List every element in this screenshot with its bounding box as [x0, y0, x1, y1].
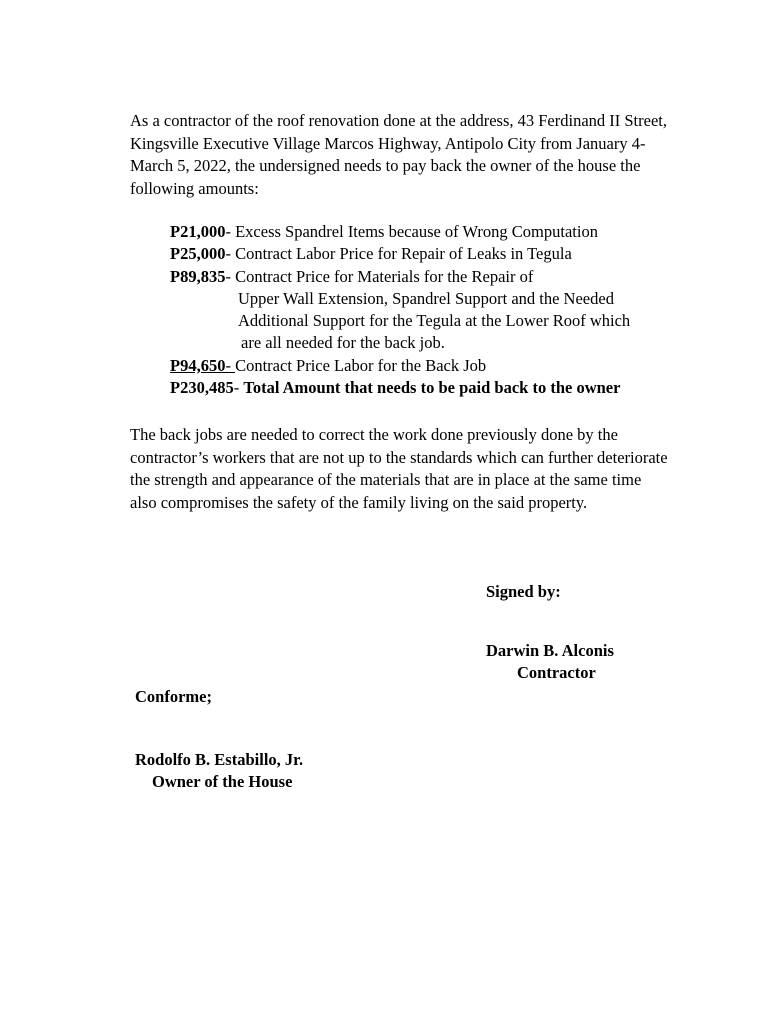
total-amount-value: P230,485 — [170, 378, 234, 398]
amount-description: Contract Price for Materials for the Repair of — [235, 266, 534, 286]
owner-title: Owner of the House — [152, 772, 293, 791]
amount-description: Contract Price Labor for the Back Job — [235, 355, 487, 375]
amounts-list — [170, 221, 730, 399]
amount-item-2 — [170, 243, 730, 265]
amount-item-3 — [170, 266, 730, 355]
contractor-title: Contractor — [517, 663, 596, 682]
conforme-label: Conforme; — [135, 687, 212, 706]
total-amount-description: Total Amount that needs to be paid back to the owner — [243, 378, 621, 398]
amount-value: P25,000 — [170, 244, 226, 264]
signed-by-label: Signed by: — [486, 582, 561, 601]
amount-description: Contract Labor Price for Repair of Leaks in Tegula — [235, 244, 572, 264]
amount-separator: - — [225, 266, 236, 286]
amount-item-total — [170, 377, 730, 399]
amount-value: P89,835 — [170, 266, 226, 286]
amount-separator: - — [225, 222, 236, 241]
intro-paragraph: As a contractor of the roof renovation done at the address, 43 Ferdinand II Street, Kingsville Executive Village Marcos Highway, Antipolo City from January 4- March 5, 2022, the undersigned needs to pay back the owner of the house the following amounts: — [130, 111, 667, 198]
amount-description: Excess Spandrel Items because of Wrong Computation — [235, 222, 598, 241]
contractor-name: Darwin B. Alconis — [486, 641, 614, 660]
amount-separator: - — [225, 355, 236, 375]
amount-separator: - — [225, 244, 236, 264]
amount-description-continued: are all needed for the back job. — [241, 333, 445, 353]
amount-description-continued: Additional Support for the Tegula at the Lower Roof which — [238, 311, 631, 331]
amount-item-1 — [170, 221, 730, 243]
owner-name: Rodolfo B. Estabillo, Jr. — [135, 750, 304, 769]
amount-item-4 — [170, 355, 730, 377]
amount-separator: - — [233, 378, 244, 398]
closing-paragraph: The back jobs are needed to correct the work done previously done by the contractor’s workers that are not up to the standards which can further deteriorate the strength and appearance of the materials that are in place at the same time also compromises the safety of the family living on the said property. — [130, 425, 668, 512]
amount-description-continued: Upper Wall Extension, Spandrel Support and the Needed — [238, 288, 614, 308]
amount-value: P21,000 — [170, 222, 226, 241]
amount-value: P94,650 — [170, 355, 226, 375]
